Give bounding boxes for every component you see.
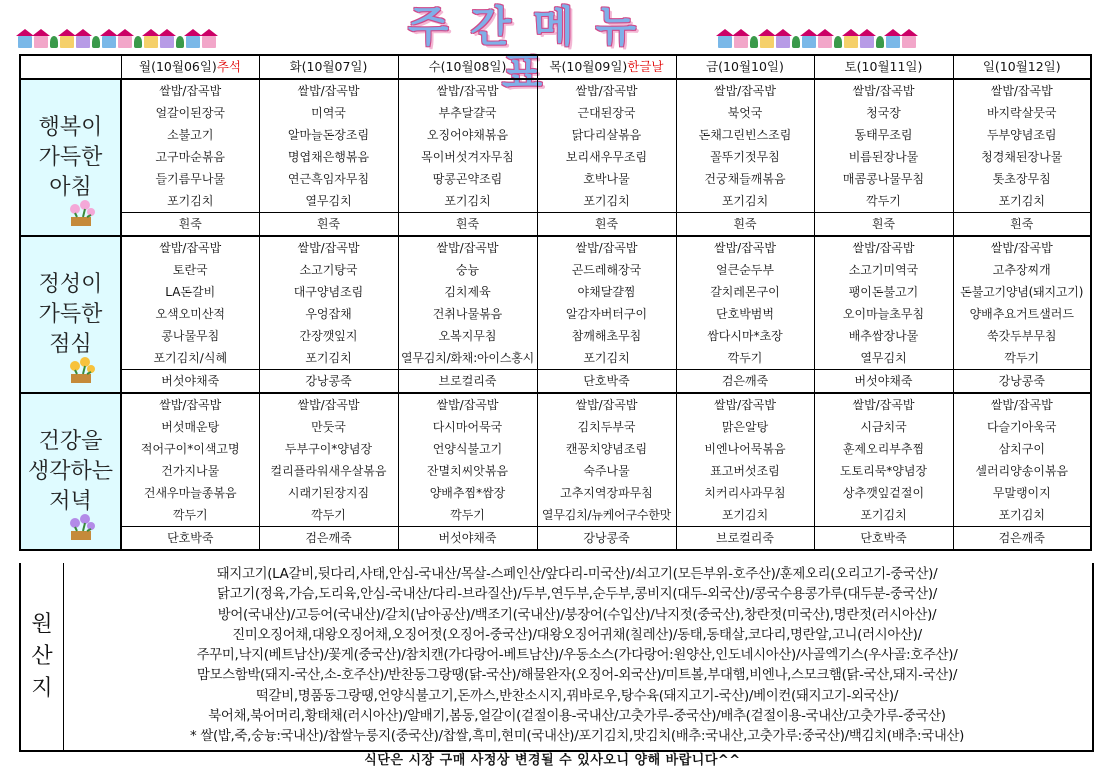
meal-label-line: 정성이 <box>38 271 103 297</box>
day-header <box>953 55 1091 79</box>
menu-item: 포기김치 <box>121 190 259 213</box>
menu-item: 목이버섯겨자무침 <box>398 146 537 168</box>
porridge-item: 검은깨죽 <box>259 527 398 551</box>
menu-item: 깍두기 <box>676 347 814 370</box>
menu-item: 상추깻잎겉절이 <box>814 482 953 504</box>
menu-row <box>20 168 1091 190</box>
meal-label-cell <box>20 79 121 236</box>
menu-row <box>20 303 1091 325</box>
menu-item: 갈치레몬구이 <box>676 281 814 303</box>
menu-item: 치커리사과무침 <box>676 482 814 504</box>
day-header-row <box>20 55 1091 79</box>
house-icon <box>186 36 200 48</box>
origin-line: 주꾸미,낙지(베트남산)/꽃게(중국산)/참치캔(가다랑어-베트남산)/우동소스(가다랑어:원양산,인도네시아산)/사골엑기스(우사골:호주산)/ <box>196 648 958 664</box>
porridge-item: 흰죽 <box>953 213 1091 237</box>
menu-item: 돈불고기양념(돼지고기) <box>953 281 1091 303</box>
day-header <box>121 55 259 79</box>
flower-icon <box>61 354 101 384</box>
house-icon <box>902 36 916 48</box>
menu-row <box>20 124 1091 146</box>
menu-item: 매콤콩나물무침 <box>814 168 953 190</box>
menu-item: 열무김치 <box>814 347 953 370</box>
menu-item: 북엇국 <box>676 102 814 124</box>
menu-item: 팽이돈불고기 <box>814 281 953 303</box>
meal-label-cell <box>20 236 121 393</box>
menu-row <box>20 146 1091 168</box>
house-icon <box>886 36 900 48</box>
menu-item: 콩나물무침 <box>121 325 259 347</box>
porridge-item: 강낭콩죽 <box>537 527 676 551</box>
porridge-row <box>20 213 1091 237</box>
menu-item: 야채달걀찜 <box>537 281 676 303</box>
day-label: 화(10월07일) <box>289 59 368 74</box>
menu-item: 양배추찜*쌈장 <box>398 482 537 504</box>
menu-item: 쌀밥/잡곡밥 <box>259 79 398 102</box>
menu-item: 비엔나어묵볶음 <box>676 438 814 460</box>
porridge-item: 강낭콩죽 <box>259 370 398 394</box>
menu-row <box>20 259 1091 281</box>
menu-item: 비름된장나물 <box>814 146 953 168</box>
menu-item: 만둣국 <box>259 416 398 438</box>
menu-item: 청국장 <box>814 102 953 124</box>
menu-item: 깍두기 <box>398 504 537 527</box>
footer-notice: 식단은 시장 구매 사정상 변경될 수 있사오니 양해 바랍니다^^ <box>364 753 741 768</box>
day-label: 목(10월09일) <box>549 59 628 74</box>
menu-item: 돈채그린빈스조림 <box>676 124 814 146</box>
menu-item: 오복지무침 <box>398 325 537 347</box>
menu-item: 쑥갓두부무침 <box>953 325 1091 347</box>
menu-item: 알마늘돈장조림 <box>259 124 398 146</box>
menu-item: 소고기탕국 <box>259 259 398 281</box>
porridge-item: 흰죽 <box>121 213 259 237</box>
village-decoration-right <box>718 20 916 48</box>
meal-label-line: 건강을 <box>38 428 103 454</box>
menu-item: 열무김치 <box>259 190 398 213</box>
porridge-item: 검은깨죽 <box>953 527 1091 551</box>
house-icon <box>844 36 858 48</box>
menu-row <box>20 281 1091 303</box>
menu-item: 숙주나물 <box>537 460 676 482</box>
flower-icon <box>61 197 101 227</box>
house-icon <box>802 36 816 48</box>
menu-item: 쌀밥/잡곡밥 <box>953 79 1091 102</box>
holiday-label: 추석 <box>216 59 241 74</box>
menu-row <box>20 393 1091 416</box>
day-label: 토(10월11일) <box>844 59 923 74</box>
house-icon <box>118 36 132 48</box>
menu-item: 간장깻잎지 <box>259 325 398 347</box>
menu-item: 꼴뚜기젓무침 <box>676 146 814 168</box>
menu-item: 얼큰순두부 <box>676 259 814 281</box>
origin-label-char: 원 <box>31 611 53 637</box>
menu-item: 시금치국 <box>814 416 953 438</box>
menu-item: 포기김치 <box>676 504 814 527</box>
tree-icon <box>134 36 142 48</box>
menu-item: 두부양념조림 <box>953 124 1091 146</box>
menu-item: 쌀밥/잡곡밥 <box>121 393 259 416</box>
menu-item: 청경채된장나물 <box>953 146 1091 168</box>
menu-item: 언양식불고기 <box>398 438 537 460</box>
menu-item: 참깨해초무침 <box>537 325 676 347</box>
meal-label-line: 점심 <box>49 331 92 357</box>
house-icon <box>860 36 874 48</box>
menu-item: 쌀밥/잡곡밥 <box>676 236 814 259</box>
day-header <box>676 55 814 79</box>
origin-line: 돼지고기(LA갈비,뒷다리,사태,안심-국내산/목살-스페인산/앞다리-미국산)/쇠고기(모든부위-호주산)/훈제오리(오리고기-중국산)/ <box>216 567 938 582</box>
menu-item: 고추지역장파무침 <box>537 482 676 504</box>
menu-item: 열무김치/뉴케어구수한맛 <box>537 504 676 527</box>
meal-label-cell <box>20 393 121 550</box>
menu-item: 양배추요거트샐러드 <box>953 303 1091 325</box>
menu-item: 도토리묵*양념장 <box>814 460 953 482</box>
menu-item: 쌀밥/잡곡밥 <box>537 236 676 259</box>
menu-row <box>20 79 1091 102</box>
day-header <box>537 55 676 79</box>
house-icon <box>102 36 116 48</box>
menu-item: 두부구이*양념장 <box>259 438 398 460</box>
menu-item: 쌀밥/잡곡밥 <box>676 393 814 416</box>
menu-item: 대구양념조림 <box>259 281 398 303</box>
menu-item: 맑은알탕 <box>676 416 814 438</box>
tree-icon <box>50 36 58 48</box>
menu-item: LA돈갈비 <box>121 281 259 303</box>
menu-item: 무말랭이지 <box>953 482 1091 504</box>
origin-line: 방어(국내산)/고등어(국내산)/갈치(남아공산)/백조기(국내산)/붕장어(수입산)/낙지젓(중국산),창란젓(미국산),명란젓(러시아산)/ <box>217 607 937 623</box>
house-icon <box>18 36 32 48</box>
menu-item: 숭늉 <box>398 259 537 281</box>
menu-row <box>20 325 1091 347</box>
holiday-label: 한글날 <box>627 59 664 74</box>
origin-line: 진미오징어채,대왕오징어채,오징어젓(오징어-중국산)/대왕오징어귀채(칠레산)/동태,동태살,코다리,명란알,고니(러시아산)/ <box>232 627 922 643</box>
origin-line: 맘모스함박(돼지-국산,소-호주산)/반찬동그랑땡(닭-국산)/해물완자(오징어-외국산)/미트볼,부대햄,비엔나,스모크햄(닭-국산,돼지-국산)/ <box>196 668 958 684</box>
porridge-row <box>20 370 1091 394</box>
menu-item: 캔꽁치양념조림 <box>537 438 676 460</box>
meal-label-line: 아침 <box>49 174 92 200</box>
menu-item: 쌀밥/잡곡밥 <box>814 393 953 416</box>
menu-row <box>20 236 1091 259</box>
house-icon <box>34 36 48 48</box>
menu-item: 닭다리살볶음 <box>537 124 676 146</box>
house-icon <box>202 36 216 48</box>
tree-icon <box>876 36 884 48</box>
porridge-item: 단호박죽 <box>121 527 259 551</box>
day-header <box>259 55 398 79</box>
meal-label-line: 저녁 <box>49 488 92 514</box>
flower-icon <box>61 511 101 541</box>
menu-item: 단호박범벅 <box>676 303 814 325</box>
menu-item: 토란국 <box>121 259 259 281</box>
menu-item: 건취나물볶음 <box>398 303 537 325</box>
menu-item: 쌀밥/잡곡밥 <box>398 79 537 102</box>
menu-item: 포기김치 <box>259 347 398 370</box>
menu-item: 깍두기 <box>953 347 1091 370</box>
menu-item: 깍두기 <box>259 504 398 527</box>
meal-label-line: 가득한 <box>38 144 103 170</box>
menu-item: 셀러리양송이볶음 <box>953 460 1091 482</box>
menu-item: 다시마어묵국 <box>398 416 537 438</box>
meal-label-line: 생각하는 <box>27 458 113 484</box>
menu-item: 호박나물 <box>537 168 676 190</box>
menu-item: 쌀밥/잡곡밥 <box>398 236 537 259</box>
menu-item: 쌀밥/잡곡밥 <box>259 236 398 259</box>
menu-item: 쌀밥/잡곡밥 <box>259 393 398 416</box>
tree-icon <box>92 36 100 48</box>
menu-item: 오이마늘초무침 <box>814 303 953 325</box>
menu-item: 건궁채들깨볶음 <box>676 168 814 190</box>
menu-item: 김치제육 <box>398 281 537 303</box>
menu-row <box>20 438 1091 460</box>
house-icon <box>734 36 748 48</box>
menu-item: 포기김치 <box>676 190 814 213</box>
menu-item: 알감자버터구이 <box>537 303 676 325</box>
menu-item: 배추쌈장나물 <box>814 325 953 347</box>
day-header <box>814 55 953 79</box>
origin-line: * 쌀(밥,죽,숭늉:국내산)/찹쌀누룽지(중국산)/찹쌀,흑미,현미(국내산)/포기김치,맛김치(배추:국내산,고춧가루:중국산)/백김치(배추:국내산) <box>189 729 965 745</box>
origin-section <box>19 563 1094 752</box>
menu-item: 땅콩곤약조림 <box>398 168 537 190</box>
porridge-item: 검은깨죽 <box>676 370 814 394</box>
origin-line: 닭고기(정육,가슴,도리육,안심-국내산/다리-브라질산)/두부,연두부,순두부,콩비지(대두-외국산)/콩국수용콩가루(대두분-중국산)/ <box>216 587 938 603</box>
menu-item: 포기김치 <box>537 347 676 370</box>
menu-item: 보리새우무조림 <box>537 146 676 168</box>
porridge-item: 단호박죽 <box>814 527 953 551</box>
menu-item: 고추장찌개 <box>953 259 1091 281</box>
menu-item: 오색오미산적 <box>121 303 259 325</box>
menu-row <box>20 347 1091 370</box>
menu-item: 톳초장무침 <box>953 168 1091 190</box>
origin-label <box>21 563 64 750</box>
menu-item: 얼갈이된장국 <box>121 102 259 124</box>
porridge-item: 흰죽 <box>398 213 537 237</box>
porridge-item: 흰죽 <box>537 213 676 237</box>
menu-item: 쌀밥/잡곡밥 <box>953 236 1091 259</box>
menu-item: 시래기된장지짐 <box>259 482 398 504</box>
menu-item: 쌀밥/잡곡밥 <box>814 236 953 259</box>
house-icon <box>760 36 774 48</box>
house-icon <box>718 36 732 48</box>
menu-table <box>19 54 1092 551</box>
tree-icon <box>792 36 800 48</box>
meal-label-line: 행복이 <box>38 114 103 140</box>
menu-item: 훈제오리부추찜 <box>814 438 953 460</box>
menu-item: 깍두기 <box>121 504 259 527</box>
menu-row <box>20 102 1091 124</box>
porridge-item: 흰죽 <box>676 213 814 237</box>
menu-row <box>20 482 1091 504</box>
porridge-row <box>20 527 1091 551</box>
menu-item: 쌀밥/잡곡밥 <box>537 393 676 416</box>
meal-label-line: 가득한 <box>38 301 103 327</box>
menu-item: 부추달걀국 <box>398 102 537 124</box>
menu-item: 명엽채은행볶음 <box>259 146 398 168</box>
corner-cell <box>20 55 121 79</box>
menu-item: 포기김치/식혜 <box>121 347 259 370</box>
tree-icon <box>834 36 842 48</box>
menu-item: 쌀밥/잡곡밥 <box>537 79 676 102</box>
menu-item: 삼치구이 <box>953 438 1091 460</box>
origin-label-char: 산 <box>31 643 53 669</box>
menu-item: 잔멸치씨앗볶음 <box>398 460 537 482</box>
menu-item: 동태무조림 <box>814 124 953 146</box>
village-decoration-left <box>18 20 216 48</box>
day-label: 일(10월12일) <box>982 59 1061 74</box>
menu-item: 컬리플라워새우살볶음 <box>259 460 398 482</box>
menu-item: 쌀밥/잡곡밥 <box>398 393 537 416</box>
menu-item: 근대된장국 <box>537 102 676 124</box>
porridge-item: 버섯야채죽 <box>814 370 953 394</box>
day-label: 수(10월08일) <box>428 59 507 74</box>
origin-label-char: 지 <box>31 675 53 701</box>
menu-item: 소불고기 <box>121 124 259 146</box>
menu-item: 포기김치 <box>953 504 1091 527</box>
menu-row <box>20 190 1091 213</box>
house-icon <box>160 36 174 48</box>
menu-item: 연근흑임자무침 <box>259 168 398 190</box>
day-label: 월(10월06일) <box>139 59 217 74</box>
menu-item: 곤드레해장국 <box>537 259 676 281</box>
menu-item: 우엉잡채 <box>259 303 398 325</box>
day-label: 금(10월10일) <box>706 59 784 74</box>
house-icon <box>818 36 832 48</box>
menu-item: 바지락살뭇국 <box>953 102 1091 124</box>
menu-item: 포기김치 <box>398 190 537 213</box>
porridge-item: 브로컬리죽 <box>676 527 814 551</box>
house-icon <box>144 36 158 48</box>
tree-icon <box>176 36 184 48</box>
menu-item: 고구마순볶음 <box>121 146 259 168</box>
menu-item: 적어구이*이색고명 <box>121 438 259 460</box>
menu-item: 포기김치 <box>953 190 1091 213</box>
porridge-item: 단호박죽 <box>537 370 676 394</box>
menu-item: 소고기미역국 <box>814 259 953 281</box>
house-icon <box>76 36 90 48</box>
menu-item: 표고버섯조림 <box>676 460 814 482</box>
porridge-item: 버섯야채죽 <box>121 370 259 394</box>
page-title: 주간메뉴표 <box>407 2 659 97</box>
porridge-item: 흰죽 <box>259 213 398 237</box>
menu-item: 열무김치/화채:아이스홍시 <box>398 347 537 370</box>
menu-item: 쌀밥/잡곡밥 <box>814 79 953 102</box>
menu-item: 쌀밥/잡곡밥 <box>121 79 259 102</box>
menu-item: 들기름무나물 <box>121 168 259 190</box>
menu-item: 건가지나물 <box>121 460 259 482</box>
house-icon <box>60 36 74 48</box>
menu-item: 포기김치 <box>814 504 953 527</box>
menu-row <box>20 504 1091 527</box>
tree-icon <box>750 36 758 48</box>
menu-item: 쌈다시마*초장 <box>676 325 814 347</box>
origin-line: 떡갈비,명품동그랑땡,언양식불고기,돈까스,반찬소시지,꿔바로우,탕수육(돼지고기-국산)/베이컨(돼지고기-외국산)/ <box>255 688 899 704</box>
menu-item: 김치두부국 <box>537 416 676 438</box>
menu-row <box>20 416 1091 438</box>
menu-item: 포기김치 <box>537 190 676 213</box>
porridge-item: 버섯야채죽 <box>398 527 537 551</box>
menu-item: 미역국 <box>259 102 398 124</box>
porridge-item: 브로컬리죽 <box>398 370 537 394</box>
porridge-item: 강낭콩죽 <box>953 370 1091 394</box>
menu-item: 쌀밥/잡곡밥 <box>953 393 1091 416</box>
menu-item: 다슬기아욱국 <box>953 416 1091 438</box>
origin-list <box>64 565 1090 748</box>
menu-item: 건새우마늘종볶음 <box>121 482 259 504</box>
menu-item: 버섯매운탕 <box>121 416 259 438</box>
menu-item: 깍두기 <box>814 190 953 213</box>
menu-item: 쌀밥/잡곡밥 <box>676 79 814 102</box>
day-header <box>398 55 537 79</box>
menu-row <box>20 460 1091 482</box>
menu-item: 오징어야채볶음 <box>398 124 537 146</box>
house-icon <box>776 36 790 48</box>
porridge-item: 흰죽 <box>814 213 953 237</box>
origin-line: 북어채,북어머리,황태채(러시아산)/알배기,봄동,얼갈이(겉절이용-국내산/고춧가루-중국산)/배추(겉절이용-국내산/고춧가루-중국산) <box>208 709 946 725</box>
menu-item: 쌀밥/잡곡밥 <box>121 236 259 259</box>
